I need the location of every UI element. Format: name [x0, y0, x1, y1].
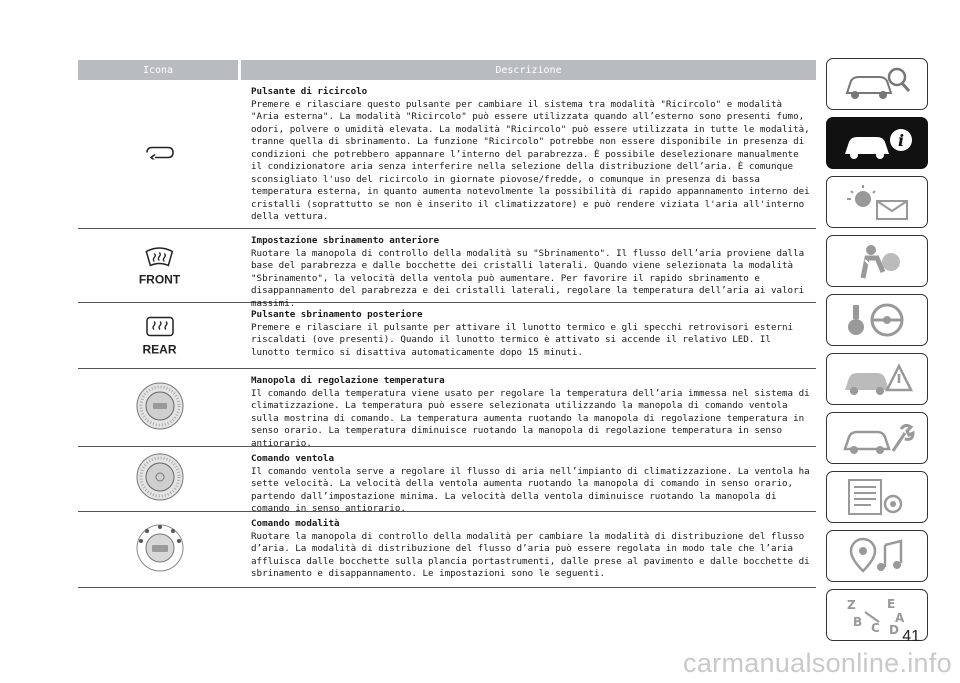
table-row [78, 80, 816, 229]
row-title: Pulsante di ricircolo [251, 86, 368, 97]
rear-defrost-icon [142, 315, 176, 356]
tab-starting-driving[interactable] [826, 294, 928, 346]
car-info-icon [841, 124, 915, 162]
row-text: Premere e rilasciare questo pulsante per cambiare il sistema tra modalità "Ricircolo" e modalità "Aria esterna". La modalità "Ricircolo" può essere utilizzata quando all’esterno sono presenti fumo, odori, polvere o umidità elevata. La modalità "Ricircolo" può essere utilizzata in tutte le modalità, tranne quella di sbrinamento. La funzione "Ricircolo" potrebbe non essere disponibile in presenza di condizioni che potrebbero appannare l’interno del parabrezza. È possibile deselezionare manualmente il condizionatore aria senza interferire nella selezione della distribuzione dell’aria. È comunque sconsigliato l'uso del ricircolo in giornate piovose/fredde, o comunque in presenza di bassa temperatura esterna, in quanto aumenta notevolmente la possibilità di rapido appannamento interno dei cristalli (soprattutto se non è inserito il climatizzatore) e può rendere viziata l'aria all'interno della vettura. [251, 98, 810, 222]
row-title: Comando modalità [251, 518, 340, 529]
row-text: Ruotare la manopola di controllo della modalità su "Sbrinamento". Il flusso dell’aria proviene dalla base del parabrezza e dalle bocchette dei cristalli laterali. Quando viene selezionata la modalità "Sbrinamento", la velocità della ventola può aumentare. Per favorire il rapido sbrinamento e disappannamento del parabrezza e dei cristalli laterali, regolare la temperatura dell’aria ai valori massimi. [251, 247, 805, 309]
page-number: 41 [902, 628, 920, 645]
tab-emergency[interactable] [826, 353, 928, 405]
tab-technical-data[interactable] [826, 471, 928, 523]
svg-text:i: i [897, 131, 905, 150]
column-header-description: Descrizione [495, 64, 562, 76]
table-row [78, 512, 816, 588]
front-defrost-icon [139, 245, 180, 286]
svg-text:A: A [895, 611, 905, 625]
multimedia-music-icon [841, 537, 915, 575]
car-service-icon [841, 419, 915, 457]
watermark: carmanualsonline.info [683, 648, 952, 678]
specifications-list-icon [841, 478, 915, 516]
svg-text:D: D [889, 623, 899, 634]
temperature-knob-icon [135, 381, 185, 435]
car-accident-warning-icon [841, 360, 915, 398]
mode-knob-icon [133, 523, 187, 577]
tab-car-search[interactable] [826, 58, 928, 110]
rear-label: REAR [142, 342, 177, 356]
svg-text:C: C [871, 621, 880, 634]
warning-light-message-icon [841, 183, 915, 221]
svg-text:E: E [887, 597, 896, 611]
row-title: Manopola di regolazione temperatura [251, 375, 445, 386]
column-header-icon: Icona [142, 64, 174, 76]
table-row [78, 303, 816, 369]
row-title: Impostazione sbrinamento anteriore [251, 235, 440, 246]
row-title: Pulsante sbrinamento posteriore [251, 309, 423, 320]
row-text: Il comando della temperatura viene usato per regolare la temperatura dell’aria immessa nel sistema di climatizzazione. La temperatura può essere selezionata utilizzando la manopola di comando ventola sulla mostrina di comando. La temperatura aumenta ruotando la manopola di regolazione temperatura in senso orario. La temperatura diminuisce ruotando la manopola di regolazione temperatura in senso antiorario. [251, 387, 810, 449]
car-search-icon [841, 65, 915, 103]
row-text: Il comando ventola serve a regolare il flusso di aria nell’impianto di climatizzazione. La ventola ha sette velocità. La velocità della ventola aumenta ruotando la manopola di comando in senso orario, partendo dall’impostazione minima. La velocità della ventola diminuisce ruotando la manopola di comando in senso antiorario. [251, 465, 810, 514]
recirculation-icon [143, 145, 177, 164]
row-text: Premere e rilasciare il pulsante per attivare il lunotto termico e gli specchi retrovisori esterni riscaldati (ove presenti). Quando il lunotto termico è attivato si accende il relativo LED. Il lunotto termico si disattiva automaticamente dopo 15 minuti. [251, 321, 794, 358]
tab-car-info[interactable] [826, 117, 928, 169]
table-row [78, 369, 816, 447]
svg-text:Z: Z [847, 598, 856, 612]
table-header [78, 60, 816, 80]
tab-servicing[interactable] [826, 412, 928, 464]
row-title: Comando ventola [251, 453, 334, 464]
svg-text:B: B [853, 615, 863, 629]
table-row [78, 229, 816, 309]
chapter-sidebar [826, 58, 928, 648]
fan-knob-icon [135, 452, 185, 506]
row-text: Ruotare la manopola di controllo della modalità per cambiare la modalità di distribuzione del flusso d’aria. La modalità di distribuzione del flusso d’aria può essere regolata in modo tale che l’aria affluisca dalle bocchette sulla plancia portastrumenti, dalle prese al pavimento e dalle bocchette di sbrinamento e disappannamento. Le impostazioni sono le seguenti. [251, 530, 810, 579]
table-row [78, 447, 816, 512]
front-label: FRONT [138, 272, 181, 286]
steering-key-icon [841, 301, 915, 339]
tab-safety[interactable] [826, 235, 928, 287]
tab-multimedia[interactable] [826, 530, 928, 582]
tab-warning-lights[interactable] [826, 176, 928, 228]
controls-table [78, 60, 816, 588]
airbag-seatbelt-icon [841, 242, 915, 280]
